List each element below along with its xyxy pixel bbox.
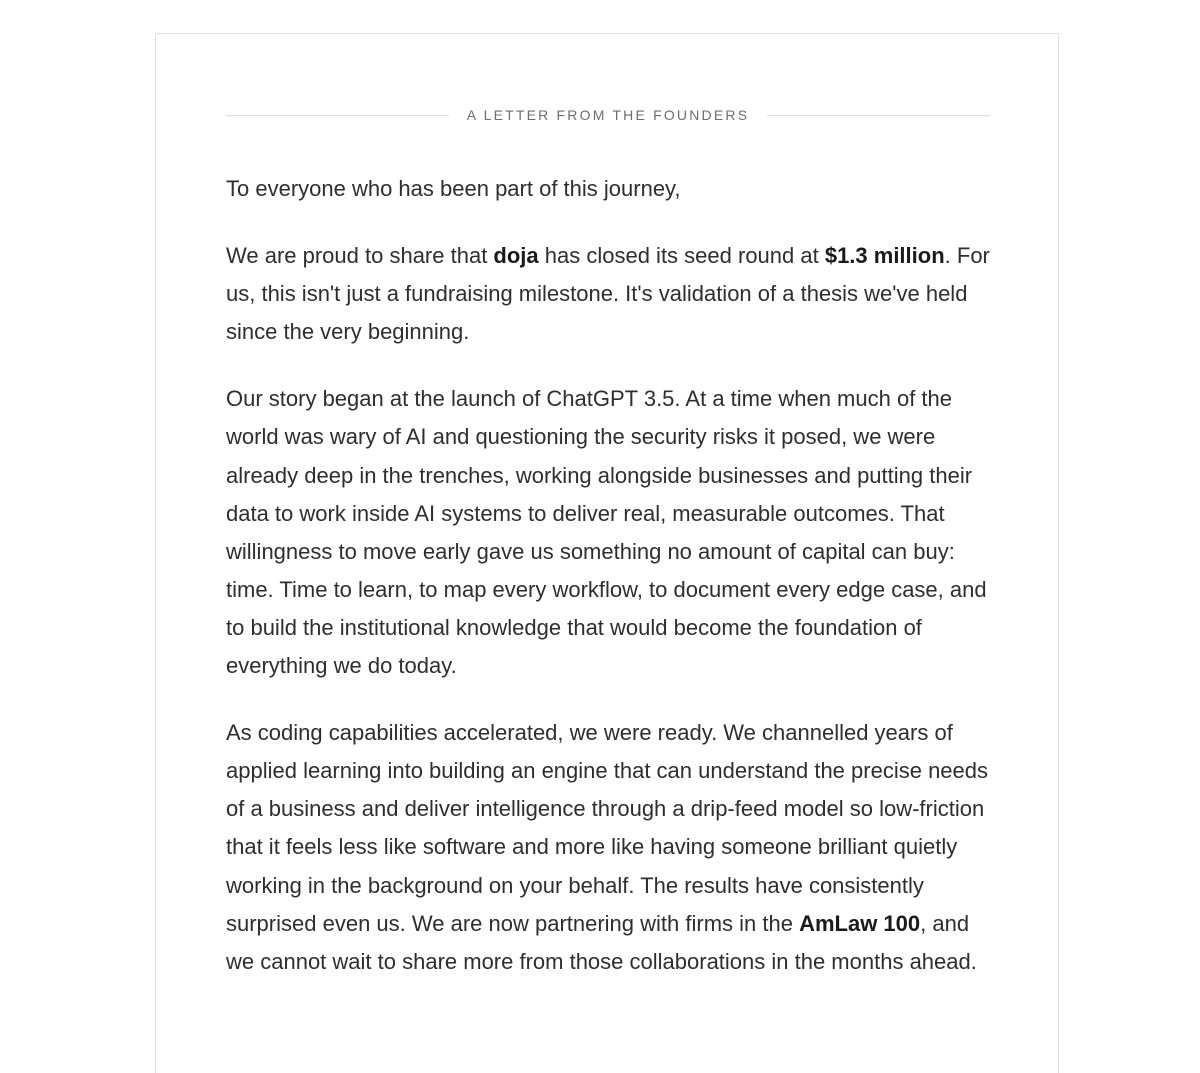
eyebrow-rule-left	[226, 115, 449, 116]
paragraph-announcement	[226, 237, 992, 351]
letter-body	[226, 170, 992, 1010]
paragraph-text: , and we cannot wait to share more from those collaborations in the months ahead.	[226, 910, 977, 974]
funding-amount: $1.3 million	[824, 243, 945, 269]
paragraph-text: As coding capabilities accelerated, we were ready. We channelled years of applied learning into building an engine that can understand the precise needs of a business and deliver intelligence through a drip-feed model so low-friction that it feels less like software and more like having someone brilliant quietly working in the background on your behalf. The results have consistently surprised even us. We are now partnering with firms in the	[226, 720, 989, 936]
eyebrow-title: A LETTER FROM THE FOUNDERS	[466, 107, 750, 123]
paragraph-progress	[226, 714, 992, 981]
paragraph-text: We are proud to share that	[226, 243, 494, 269]
client-highlight: AmLaw 100	[799, 910, 921, 936]
salutation: To everyone who has been part of this journey,	[226, 176, 681, 201]
paragraph-text: has closed its seed round at	[538, 243, 825, 269]
paragraph-story: Our story began at the launch of ChatGPT 3.5. At a time when much of the world was wary of AI and questioning the security risks it posed, we were already deep in the trenches, working alongside businesses and putting their data to work inside AI systems to deliver real, measurable outcomes. That willingness to move early gave us something no amount of capital can buy: time. Time to learn, to map every workflow, to document every edge case, and to build the institutional knowledge that would become the foundation of everything we do today.	[226, 386, 987, 679]
company-name: doja	[493, 243, 539, 269]
eyebrow-header	[226, 104, 990, 126]
eyebrow-rule-right	[767, 115, 990, 116]
letter-card	[155, 33, 1059, 1073]
paragraph-text: . For us, this isn't just a fundraising milestone. It's validation of a thesis we've held since the very beginning.	[226, 243, 990, 345]
